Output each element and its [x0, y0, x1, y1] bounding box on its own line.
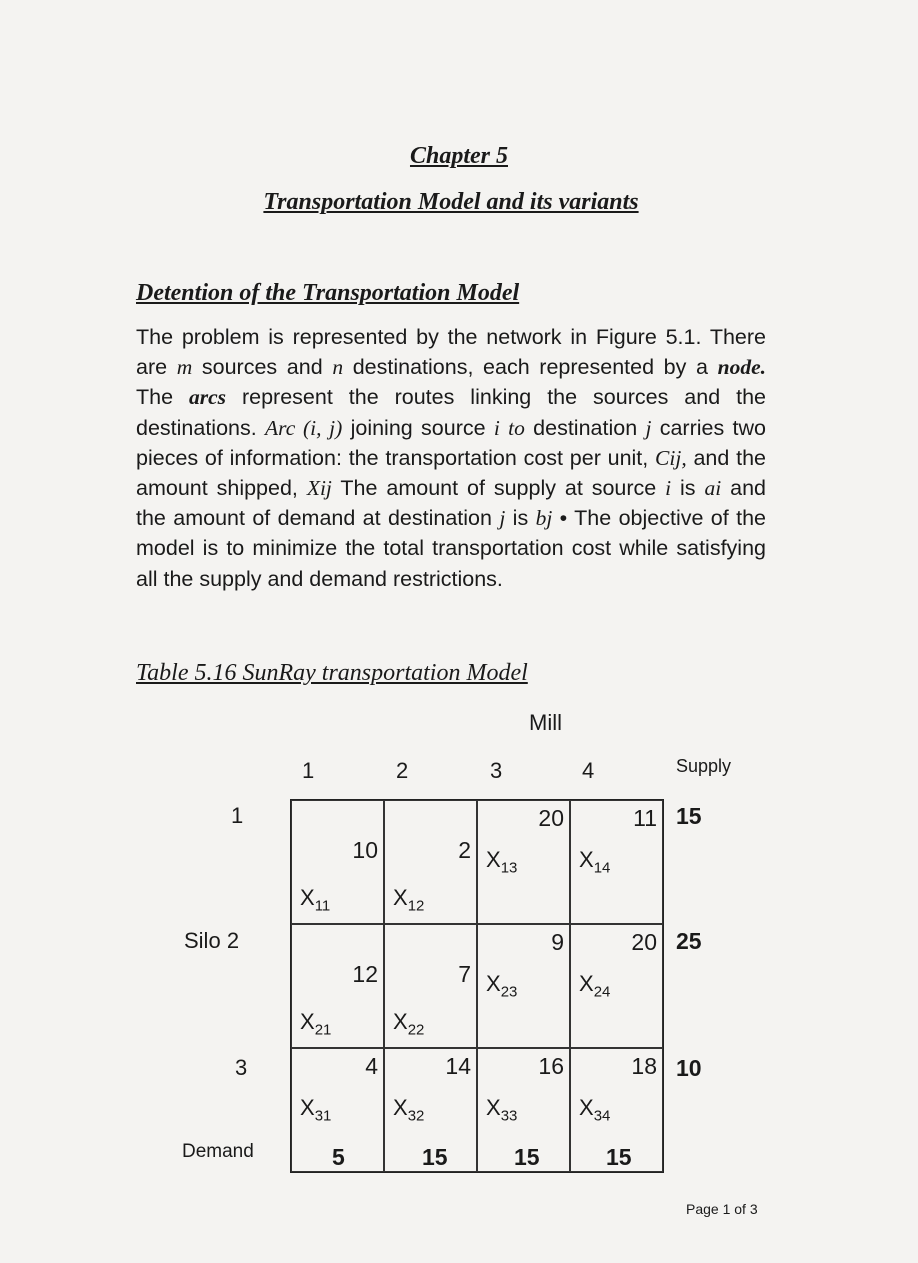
column-header-3: 3 — [490, 758, 503, 783]
table-cell — [384, 924, 477, 1048]
column-header-1: 1 — [302, 758, 315, 783]
variable-label: $X_{23}$ — [486, 971, 518, 1001]
section-title: Detention of the Transportation Model — [136, 280, 520, 306]
variable-label: $X_{22}$ — [393, 1009, 425, 1039]
table-caption: Table 5.16 SunRay transportation Model — [136, 660, 528, 686]
body-paragraph: The problem is represented by the network in Figure 5.1. There are m sources and n destinations, each represented by a node. The arcs represent the routes linking the sources and the destinations. Arc (i, j) joining source i to destination j carries two pieces of information: the transportation cost per unit, Cij, and the amount shipped, Xij The amount of supply at source i is ai and the amount of demand at destination j is bj • The objective of the model is to minimize the total transportation cost while satisfying all the supply and demand restrictions. — [136, 325, 766, 591]
row-header-1: 1 — [231, 803, 244, 828]
chapter-subtitle: Transportation Model and its variants — [263, 189, 639, 215]
transportation-table — [290, 799, 664, 1173]
table-cell — [477, 800, 570, 924]
cost-value: 20 — [538, 805, 564, 831]
cost-value: 12 — [352, 961, 378, 987]
cost-value: 7 — [458, 961, 471, 987]
cost-value: 16 — [538, 1053, 564, 1079]
cost-value: 11 — [633, 805, 657, 831]
supply-value: 15 — [676, 803, 702, 829]
cost-value: 18 — [631, 1053, 657, 1079]
variable-label: $X_{13}$ — [486, 847, 518, 877]
supply-value: 10 — [676, 1055, 702, 1081]
cost-value: 9 — [551, 929, 564, 955]
row-header-2: Silo 2 — [184, 928, 240, 953]
variable-label: $X_{33}$ — [486, 1095, 518, 1125]
demand-value: 15 — [422, 1144, 448, 1170]
cost-value: 10 — [352, 837, 378, 863]
cost-value: 20 — [631, 929, 657, 955]
variable-label: $X_{31}$ — [300, 1095, 332, 1125]
cost-value: 14 — [445, 1053, 471, 1079]
demand-value: 15 — [606, 1144, 632, 1170]
mill-label: Mill — [529, 710, 562, 735]
demand-value: 5 — [332, 1144, 345, 1170]
variable-label: $X_{12}$ — [393, 885, 425, 915]
page-number: Page 1 of 3 — [686, 1201, 758, 1217]
table-cell — [291, 800, 384, 924]
variable-label: $X_{24}$ — [579, 971, 611, 1001]
column-header-2: 2 — [396, 758, 409, 783]
table-cell — [570, 924, 663, 1048]
chapter-heading: Chapter 5 — [409, 143, 508, 169]
variable-label: $X_{11}$ — [300, 885, 331, 915]
cost-value: 4 — [365, 1053, 378, 1079]
table-cell — [291, 924, 384, 1048]
table-cell — [570, 800, 663, 924]
supply-value: 25 — [676, 928, 702, 954]
demand-value: 15 — [514, 1144, 540, 1170]
cost-value: 2 — [458, 837, 471, 863]
supply-label: Supply — [676, 756, 732, 776]
column-header-4: 4 — [582, 758, 595, 783]
variable-label: $X_{32}$ — [393, 1095, 425, 1125]
table-cell — [477, 924, 570, 1048]
variable-label: $X_{34}$ — [579, 1095, 611, 1125]
table-cell — [384, 800, 477, 924]
row-header-3: 3 — [235, 1055, 248, 1080]
demand-label: Demand — [182, 1141, 254, 1162]
silo-label: Silo — [184, 928, 221, 953]
variable-label: $X_{21}$ — [300, 1009, 332, 1039]
variable-label: $X_{14}$ — [579, 847, 611, 877]
